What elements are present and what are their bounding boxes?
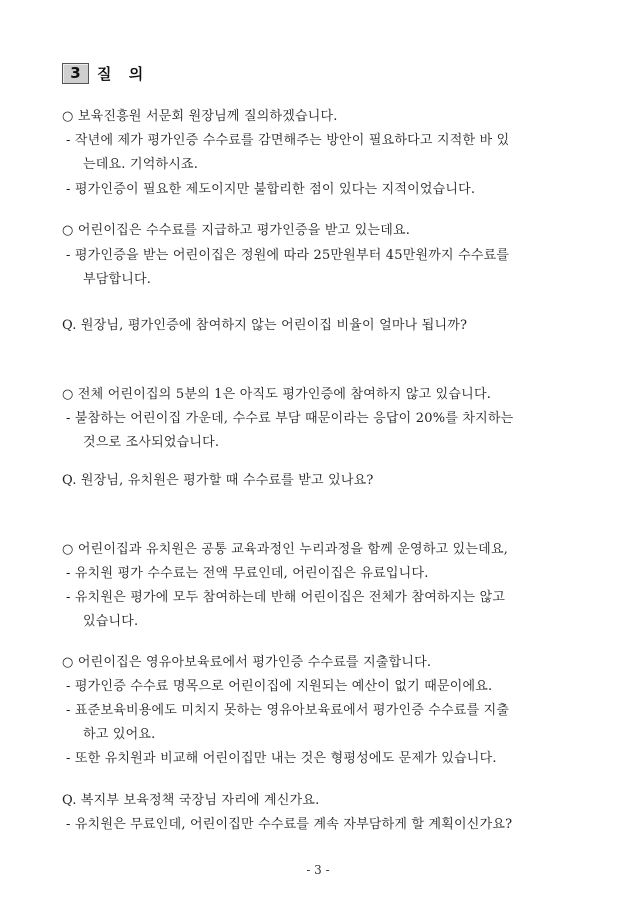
section-number-box: 3 xyxy=(62,63,89,84)
detail-line: - 작년에 제가 평가인증 수수료를 감면해주는 방안이 필요하다고 지적한 바 있 xyxy=(66,133,510,148)
detail-continuation: 는데요. 기억하시죠. xyxy=(83,157,199,172)
detail-line: - 평가인증이 필요한 제도이지만 불합리한 점이 있다는 지적이었습니다. xyxy=(66,182,476,197)
detail-continuation: 하고 있어요. xyxy=(83,727,156,742)
statement-line: ○ 보육진흥원 서문회 원장님께 질의하겠습니다. xyxy=(62,109,338,124)
question-line: Q. 원장님, 유치원은 평가할 때 수수료를 받고 있나요? xyxy=(62,473,374,488)
detail-continuation: 것으로 조사되었습니다. xyxy=(83,435,220,450)
question-line: Q. 원장님, 평가인증에 참여하지 않는 어린이집 비율이 얼마나 됩니까? xyxy=(62,318,468,333)
statement-line: ○ 어린이집은 수수료를 지급하고 평가인증을 받고 있는데요. xyxy=(62,223,411,238)
detail-line: - 평가인증 수수료 명목으로 어린이집에 지원되는 예산이 없기 때문이에요. xyxy=(66,679,493,694)
detail-line: - 평가인증을 받는 어린이집은 정원에 따라 25만원부터 45만원까지 수수료를 xyxy=(66,248,510,263)
detail-line: - 또한 유치원과 비교해 어린이집만 내는 것은 형평성에도 문제가 있습니다. xyxy=(66,751,497,766)
detail-line: - 유치원은 무료인데, 어린이집만 수수료를 계속 자부담하게 할 계획이신가요? xyxy=(66,817,513,832)
statement-line: ○ 어린이집은 영유아보육료에서 평가인증 수수료를 지출합니다. xyxy=(62,655,432,670)
detail-continuation: 부담합니다. xyxy=(83,272,152,287)
page-number: - 3 - xyxy=(306,863,330,877)
section-title: 질 의 xyxy=(97,65,150,83)
statement-line: ○ 어린이집과 유치원은 공통 교육과정인 누리과정을 함께 운영하고 있는데요, xyxy=(62,542,509,557)
detail-line: - 유치원 평가 수수료는 전액 무료인데, 어린이집은 유료입니다. xyxy=(66,566,429,581)
detail-line: - 유치원은 평가에 모두 참여하는데 반해 어린이집은 전체가 참여하지는 않고 xyxy=(66,590,506,605)
section-header xyxy=(62,63,149,84)
detail-continuation: 있습니다. xyxy=(83,614,139,629)
detail-line: - 불참하는 어린이집 가운데, 수수료 부담 때문이라는 응답이 20%를 차지하는 xyxy=(66,411,514,426)
statement-line: ○ 전체 어린이집의 5분의 1은 아직도 평가인증에 참여하지 않고 있습니다. xyxy=(62,387,492,402)
detail-line: - 표준보육비용에도 미치지 못하는 영유아보육료에서 평가인증 수수료를 지출 xyxy=(66,703,510,718)
question-line: Q. 복지부 보육정책 국장님 자리에 계신가요. xyxy=(62,793,320,808)
